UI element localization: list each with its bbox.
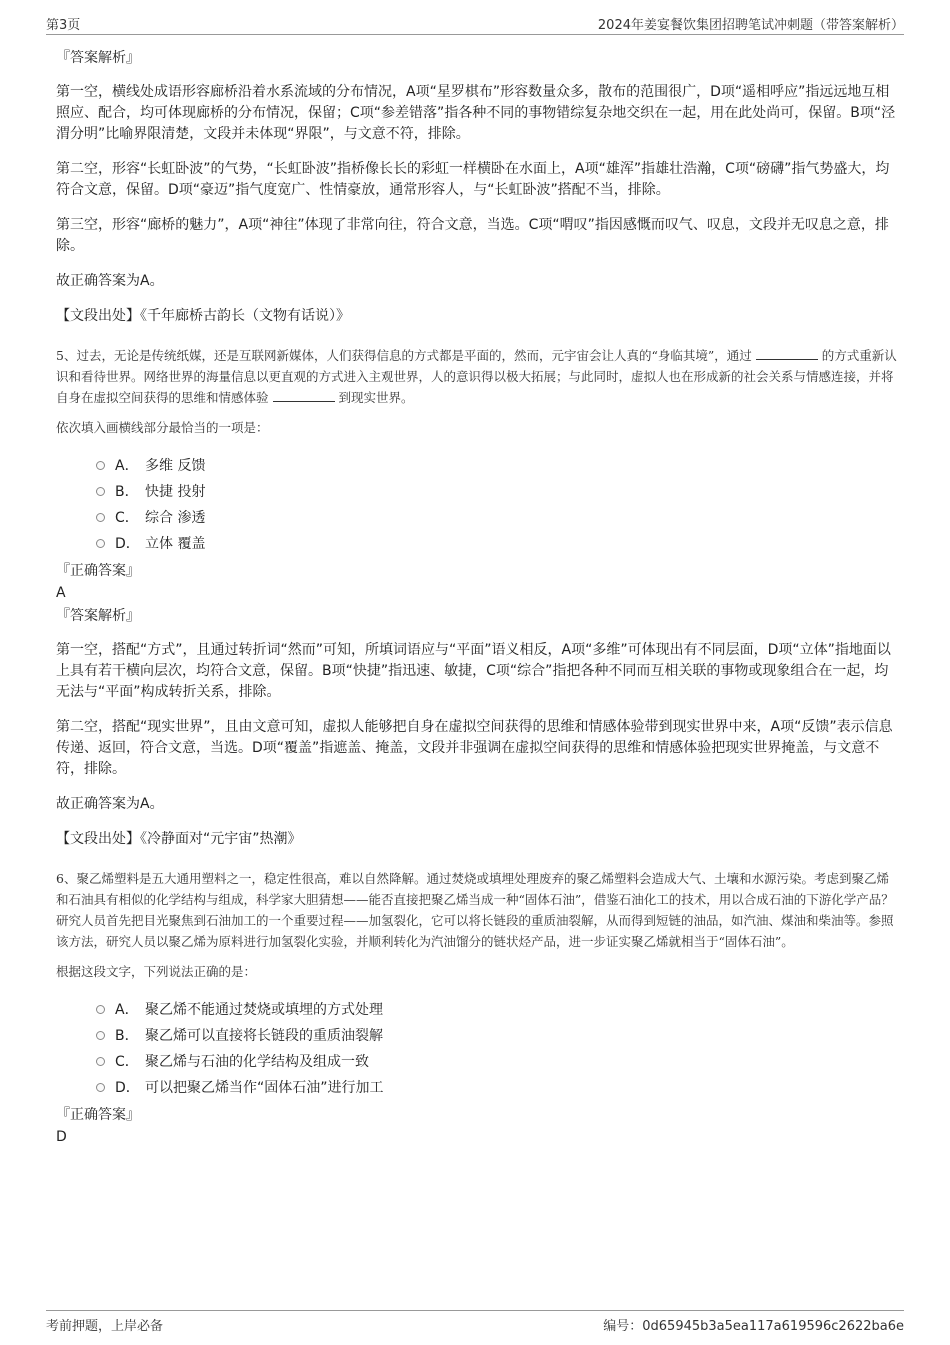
option-text: 立体 覆盖 <box>145 536 206 552</box>
page-number: 第3页 <box>46 18 81 33</box>
option-letter: C． <box>115 1054 139 1070</box>
option-letter: B． <box>115 1028 139 1044</box>
q5-options <box>96 452 900 556</box>
q6-stem: 6、聚乙烯塑料是五大通用塑料之一，稳定性很高，难以自然降解。通过焚烧或填埋处理废弃的聚乙烯塑料会造成大气、土壤和水源污染。考虑到聚乙烯和石油具有相似的化学结构与组成，科学家大胆猜想——能否直接把聚乙烯当成一种“固体石油”，借鉴石油化工的技术，用以合成石油的下游化学产品？研究人员首先把目光聚焦到石油加工的一个重要过程——加氢裂化，它可以将长链段的重质油裂解，从而得到短链的油品，如汽油、煤油和柴油等。参照该方法，研究人员以聚乙烯为原料进行加氢裂化实验，并顺利转化为汽油馏分的链状烃产品，进一步证实聚乙烯就相当于“固体石油”。 <box>56 871 894 949</box>
radio-icon[interactable] <box>96 1057 105 1066</box>
option-text: 聚乙烯可以直接将长链段的重质油裂解 <box>145 1028 383 1044</box>
option-text: 综合 渗透 <box>145 510 206 526</box>
q6-option-b[interactable] <box>96 1022 900 1048</box>
q4-analysis-p3: 第三空，形容“廊桥的魅力”，A项“神往”体现了非常向往，符合文意，当选。C项“喟叹”指因感慨而叹气、叹息，文段并无叹息之意，排除。 <box>56 217 889 254</box>
q5-stem-part-a: 5、过去，无论是传统纸媒，还是互联网新媒体，人们获得信息的方式都是平面的，然而，元宇宙会让人真的“身临其境”，通过 <box>56 348 752 363</box>
option-text: 多维 反馈 <box>145 458 206 474</box>
q5-option-b[interactable] <box>96 478 900 504</box>
q5-stem-part-c: 到现实世界。 <box>338 390 414 405</box>
option-letter: A． <box>115 458 139 474</box>
option-letter: D． <box>115 1080 140 1096</box>
q4-source: 【文段出处】《千年廊桥古韵长（文物有话说）》 <box>56 308 350 324</box>
q6-answer-label: 『正确答案』 <box>56 1107 140 1123</box>
q6-option-a[interactable] <box>96 996 900 1022</box>
q6-option-d[interactable] <box>96 1074 900 1100</box>
page-footer <box>46 1310 904 1337</box>
option-letter: B． <box>115 484 139 500</box>
q5-blank-2 <box>273 389 335 402</box>
q5-option-c[interactable] <box>96 504 900 530</box>
q5-source: 【文段出处】《冷静面对“元宇宙”热潮》 <box>56 831 302 847</box>
document-title: 2024年姜宴餐饮集团招聘笔试冲刺题（带答案解析） <box>597 18 904 33</box>
q6-answer: D <box>56 1129 67 1145</box>
option-letter: A． <box>115 1002 139 1018</box>
q5-blank-1 <box>756 347 818 360</box>
q6-prompt: 根据这段文字，下列说法正确的是： <box>56 964 257 979</box>
option-letter: C． <box>115 510 139 526</box>
q5-option-d[interactable] <box>96 530 900 556</box>
radio-icon[interactable] <box>96 1031 105 1040</box>
q5-analysis-p2: 第二空，搭配“现实世界”，且由文意可知，虚拟人能够把自身在虚拟空间获得的思维和情感体验带到现实世界中来，A项“反馈”表示信息传递、返回，符合文意，当选。D项“覆盖”指遮盖、掩盖，文段并非强调在虚拟空间获得的思维和情感体验把现实世界掩盖，与文意不符，排除。 <box>56 719 893 777</box>
q5-stem-part-b: 的方式重新认识和看待世界。网络世界的海量信息以更直观的方式进入主观世界，人的意识得以极大拓展；与此同时，虚拟人也在形成新的社会关系与情感连接，并将自身在虚拟空间获得的思维和情感体验 <box>56 348 897 405</box>
radio-icon[interactable] <box>96 539 105 548</box>
q6-options <box>96 996 900 1100</box>
q5-option-a[interactable] <box>96 452 900 478</box>
q4-analysis-p1: 第一空，横线处成语形容廊桥沿着水系流域的分布情况，A项“星罗棋布”形容数量众多，散布的范围很广，D项“遥相呼应”指远远地互相照应、配合，均可体现廊桥的分布情况，保留；C项“参差错落”指各种不同的事物错综复杂地交织在一起，用在此处尚可，保留。B项“泾渭分明”比喻界限清楚，文段并未体现“界限”，与文意不符，排除。 <box>56 84 896 142</box>
q4-conclusion: 故正确答案为A。 <box>56 273 164 289</box>
q4-analysis-label: 『答案解析』 <box>56 50 140 66</box>
q5-answer-label: 『正确答案』 <box>56 563 140 579</box>
q5-analysis-p1: 第一空，搭配“方式”，且通过转折词“然而”可知，所填词语应与“平面”语义相反，A项“多维”可体现出有不同层面，D项“立体”指地面以上具有若干横向层次，均符合文意，保留。B项“快捷”指迅速、敏捷，C项“综合”指把各种不同而互相关联的事物或现象组合在一起，均无法与“平面”构成转折关系，排除。 <box>56 642 891 700</box>
q5-analysis-label: 『答案解析』 <box>56 608 140 624</box>
option-text: 可以把聚乙烯当作“固体石油”进行加工 <box>145 1080 384 1096</box>
radio-icon[interactable] <box>96 513 105 522</box>
radio-icon[interactable] <box>96 1005 105 1014</box>
q5-answer: A <box>56 585 66 601</box>
q4-analysis-p2: 第二空，形容“长虹卧波”的气势，“长虹卧波”指桥像长长的彩虹一样横卧在水面上，A项“雄浑”指雄壮浩瀚，C项“磅礴”指气势盛大，均符合文意，保留。D项“豪迈”指气度宽广、性情豪放，通常形容人，与“长虹卧波”搭配不当，排除。 <box>56 161 890 198</box>
q6-option-c[interactable] <box>96 1048 900 1074</box>
q5-stem <box>56 345 900 408</box>
option-text: 聚乙烯与石油的化学结构及组成一致 <box>145 1054 369 1070</box>
page-content <box>56 44 900 1150</box>
option-text: 聚乙烯不能通过焚烧或填埋的方式处理 <box>145 1002 383 1018</box>
radio-icon[interactable] <box>96 461 105 470</box>
radio-icon[interactable] <box>96 487 105 496</box>
radio-icon[interactable] <box>96 1083 105 1092</box>
option-text: 快捷 投射 <box>145 484 206 500</box>
q5-prompt: 依次填入画横线部分最恰当的一项是： <box>56 420 269 435</box>
option-letter: D． <box>115 536 140 552</box>
q5-conclusion: 故正确答案为A。 <box>56 796 164 812</box>
document-id: 编号：0d65945b3a5ea117a619596c2622ba6e <box>603 1319 904 1334</box>
page-header <box>46 14 904 35</box>
footer-slogan: 考前押题，上岸必备 <box>46 1319 164 1334</box>
